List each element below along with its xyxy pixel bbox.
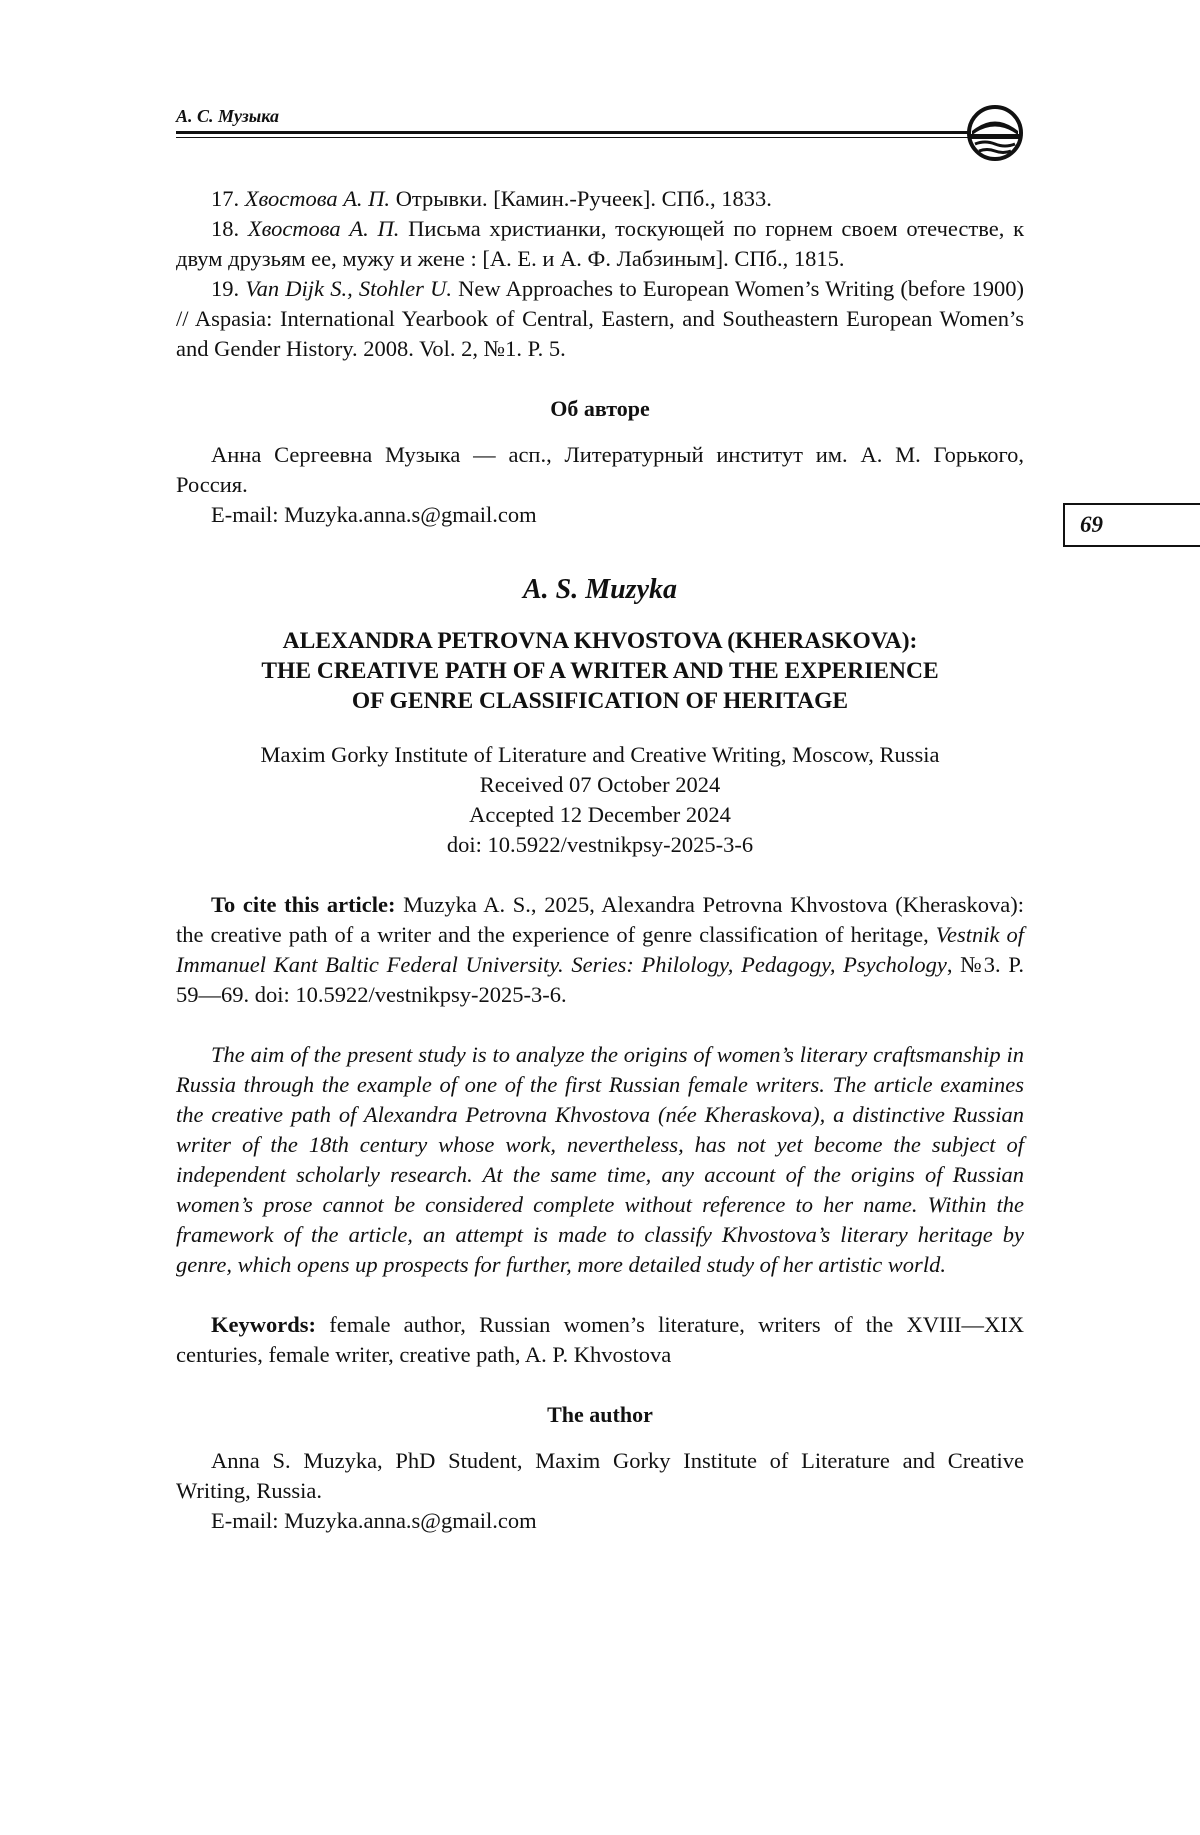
running-header	[176, 104, 1024, 164]
accepted-date: Accepted 12 December 2024	[469, 802, 731, 827]
reference-item: 17. Хвостова А. П. Отрывки. [Камин.-Ручеек]. СПб., 1833.	[211, 186, 772, 211]
doi: doi: 10.5922/vestnikpsy-2025-3-6	[446, 832, 754, 857]
title-line: THE CREATIVE PATH OF A WRITER AND THE EXPERIENCE	[261, 658, 939, 684]
page-number: 69	[1063, 503, 1200, 547]
abstract	[176, 1040, 1024, 1280]
abstract-text: The aim of the present study is to analyze the origins of women’s literary craftsmanship in Russia through the example of one of the first Russian female writers. The article examines the creative path of Alexandra Petrovna Khvostova (née Kheraskova), a distinctive Russian writer of the 18th century whose work, nevertheless, has not yet become the subject of independent scholarly research. At the same time, any account of the origins of Russian women’s prose cannot be considered complete without reference to her name. Within the framework of the article, an attempt is made to classify Khvostova’s literary heritage by genre, which opens up prospects for further, more detailed study of her artistic world.	[176, 1042, 1024, 1277]
page-body	[176, 184, 1024, 1536]
author-section-heading: The author	[547, 1402, 653, 1427]
article-title	[176, 626, 1024, 716]
reference-item: 18. Хвостова А. П. Письма христианки, тоскующей по горнем своем отечестве, к двум друзьям ее, мужу и жене : [А. Е. и А. Ф. Лабзиным]. СПб., 1815.	[176, 216, 1025, 271]
about-author-email: E-mail: Muzyka.anna.s@gmail.com	[211, 502, 537, 527]
journal-logo-icon	[966, 104, 1024, 162]
reference-item: 19. Van Dijk S., Stohler U. New Approaches to European Women’s Writing (before 1900) // Aspasia: International Yearbook of Central, Eastern, and Southeastern European Women’s and Gender History. 2008. Vol. 2, №1. P. 5.	[176, 276, 1025, 361]
header-rule	[176, 131, 970, 138]
keywords: Keywords: female author, Russian women’s literature, writers of the XVIII—XIX centuries, female writer, creative path, A. P. Khvostova	[176, 1312, 1024, 1367]
title-line: OF GENRE CLASSIFICATION OF HERITAGE	[351, 688, 849, 714]
about-author-heading: Об авторе	[550, 396, 650, 421]
title-line: ALEXANDRA PETROVNA KHVOSTOVA (KHERASKOVA):	[282, 628, 918, 654]
header-author: А. С. Музыка	[176, 106, 279, 126]
english-author-name: A. S. Muzyka	[522, 574, 678, 605]
author-section-text: Anna S. Muzyka, PhD Student, Maxim Gorky Institute of Literature and Creative Writing, Russia.	[176, 1448, 1024, 1503]
affiliation: Maxim Gorky Institute of Literature and Creative Writing, Moscow, Russia	[260, 742, 940, 767]
citation: To cite this article: Muzyka A. S., 2025, Alexandra Petrovna Khvostova (Kheraskova): the creative path of a writer and the experience of genre classification of heritage, Vestnik of Immanuel Kant Baltic Federal University. Series: Philology, Pedagogy, Psychology, №3. P. 59—69. doi: 10.5922/vestnikpsy-2025-3-6.	[176, 892, 1024, 1007]
about-author-text: Анна Сергеевна Музыка — асп., Литературный институт им. А. М. Горького, Россия.	[176, 442, 1024, 497]
article-meta	[176, 740, 1024, 860]
author-section-email: E-mail: Muzyka.anna.s@gmail.com	[211, 1508, 537, 1533]
received-date: Received 07 October 2024	[479, 772, 721, 797]
